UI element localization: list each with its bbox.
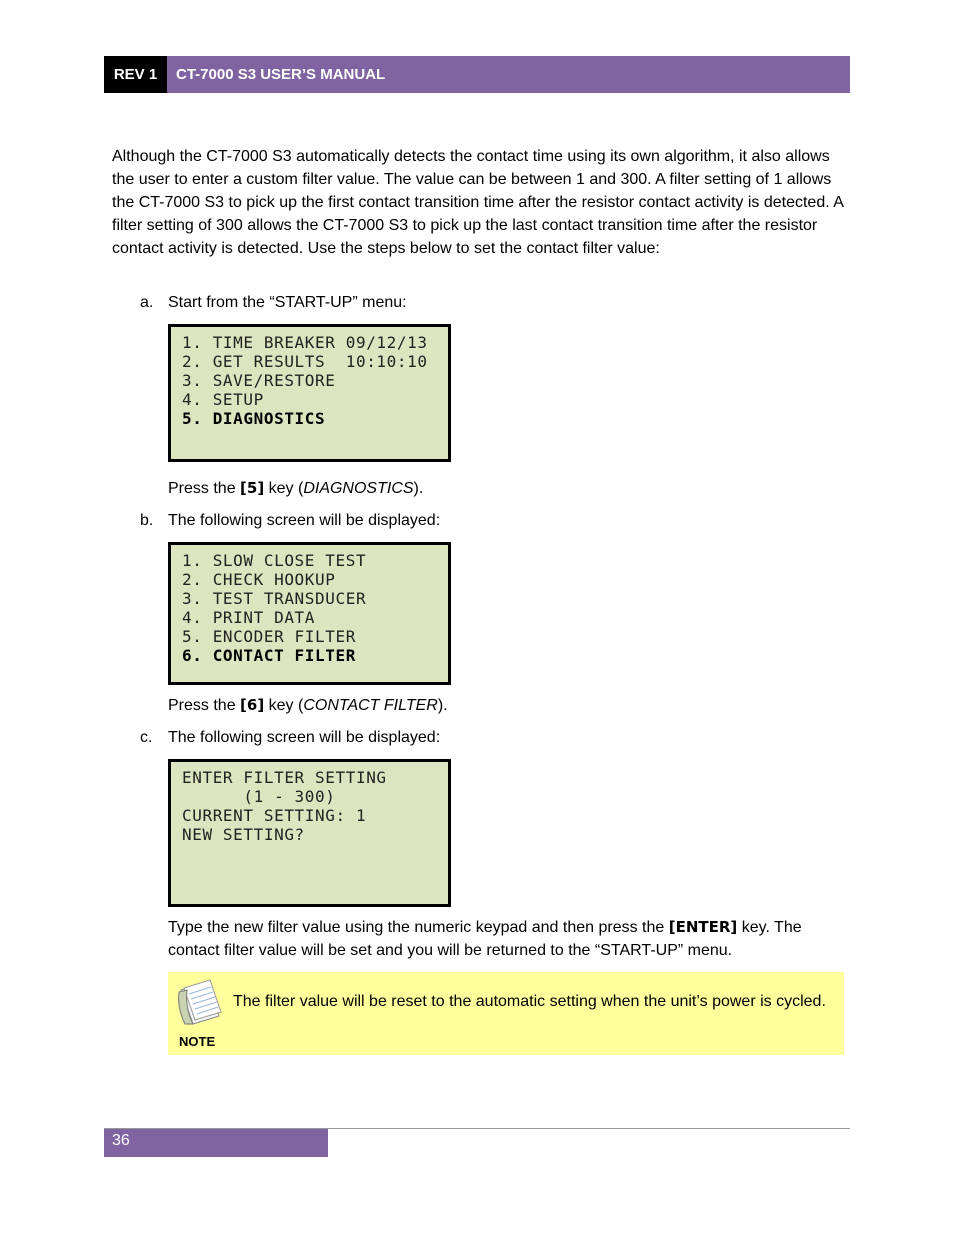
step-c [140,726,440,749]
lcd-line: (1 - 300) [182,787,336,806]
instruction-text: ). [437,697,448,714]
lcd-screen-startup [168,324,451,462]
lcd-line-selected: 6. CONTACT FILTER [182,646,356,665]
step-letter: c. [140,729,153,746]
step-text: Start from the “START-UP” menu: [168,294,407,311]
step-letter: a. [140,294,154,311]
step-b [140,509,440,532]
step-a-instruction [168,477,848,500]
menu-item-name: DIAGNOSTICS [303,480,414,497]
lcd-line: 2. CHECK HOOKUP [182,570,336,589]
note-label: NOTE [179,1034,216,1049]
instruction-text: key. The contact filter value will be set and you will be returned to the “START-UP” menu. [168,919,802,959]
lcd-line: 1. TIME BREAKER 09/12/13 [182,333,428,352]
note-text: The filter value will be reset to the automatic setting when the unit’s power is cycled. [233,993,826,1010]
step-c-instruction [168,916,848,962]
key-label: [ENTER] [668,918,738,936]
notepad-icon [175,978,225,1028]
lcd-screen-diagnostics [168,542,451,685]
key-label: [5] [240,479,265,497]
instruction-text: key ( [264,480,304,497]
step-text: The following screen will be displayed: [168,729,441,746]
note-box [168,972,844,1055]
instruction-text: ). [413,480,424,497]
step-letter: b. [140,512,154,529]
revision-label: REV 1 [104,56,167,93]
page-header [104,56,850,93]
page-number: 36 [104,1129,328,1157]
step-text: The following screen will be displayed: [168,512,441,529]
lcd-line: CURRENT SETTING: 1 [182,806,367,825]
lcd-line: 3. TEST TRANSDUCER [182,589,367,608]
instruction-text: key ( [264,697,304,714]
menu-item-name: CONTACT FILTER [303,697,438,714]
step-a [140,291,407,314]
intro-paragraph: Although the CT-7000 S3 automatically detects the contact time using its own algorithm, it also allows the user to enter a custom filter value. The value can be between 1 and 300. A filter setting of 1 allows the CT-7000 S3 to pick up the first contact transition time after the resistor contact activity is detected. A filter setting of 300 allows the CT-7000 S3 to pick up the last contact transition time after the resistor contact activity is detected. Use the steps below to set the contact filter value: [112,148,844,257]
lcd-line: 2. GET RESULTS 10:10:10 [182,352,428,371]
manual-title: CT-7000 S3 USER’S MANUAL [167,56,850,93]
instruction-text: Type the new filter value using the numeric keypad and then press the [168,919,669,936]
lcd-line: ENTER FILTER SETTING [182,768,387,787]
lcd-line: NEW SETTING? [182,825,305,844]
instruction-text: Press the [168,480,241,497]
lcd-line: 4. SETUP [182,390,264,409]
instruction-text: Press the [168,697,241,714]
step-b-instruction [168,694,848,717]
lcd-line: 4. PRINT DATA [182,608,316,627]
key-label: [6] [240,696,265,714]
lcd-screen-filter-setting [168,759,451,907]
lcd-line-selected: 5. DIAGNOSTICS [182,409,326,428]
lcd-line: 1. SLOW CLOSE TEST [182,551,367,570]
lcd-line: 5. ENCODER FILTER [182,627,356,646]
lcd-line: 3. SAVE/RESTORE [182,371,336,390]
